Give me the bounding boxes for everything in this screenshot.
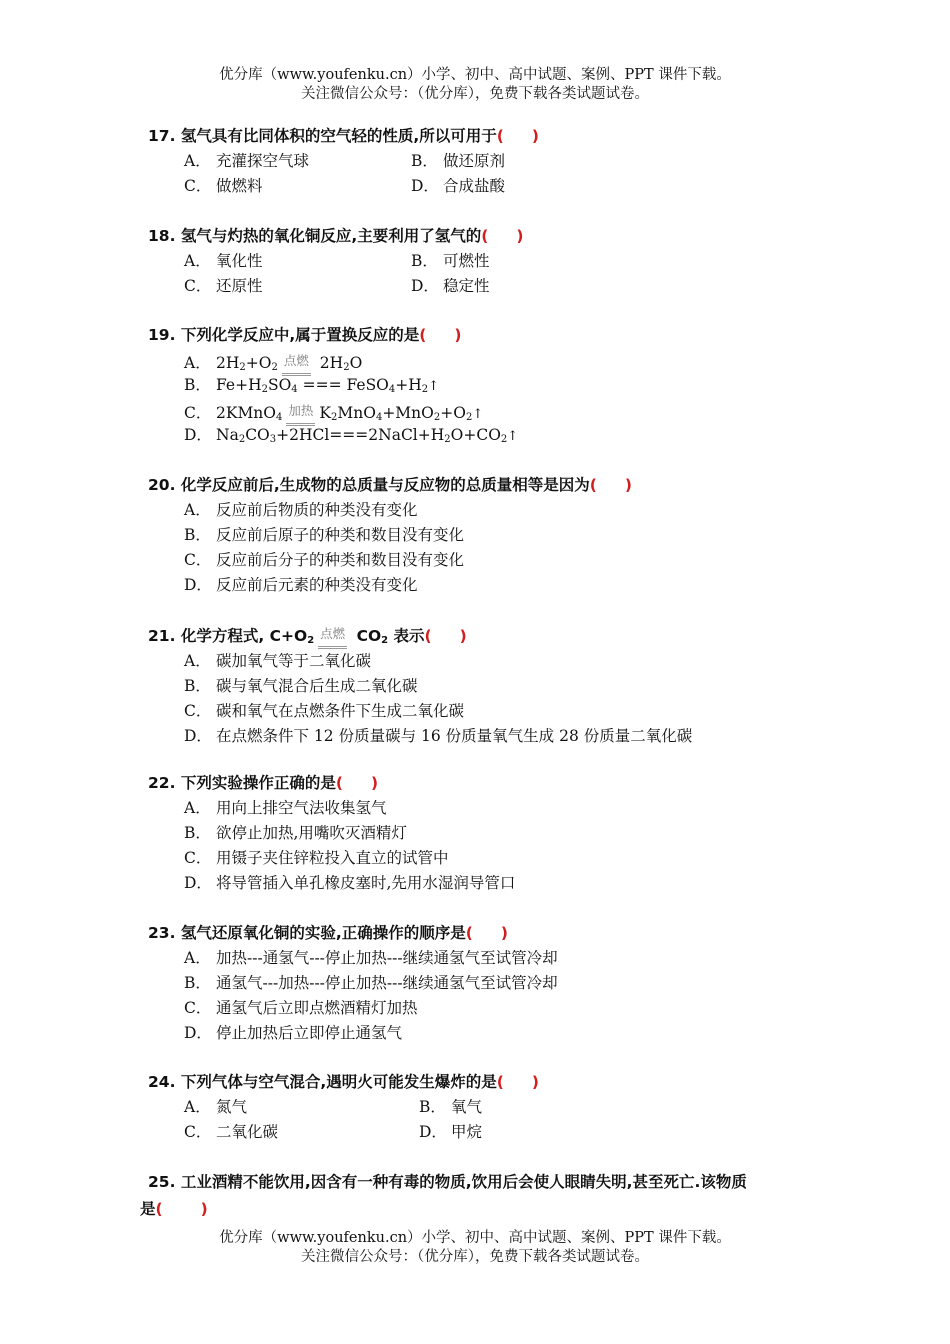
question-21 bbox=[148, 621, 828, 749]
answer-blank[interactable]: ( ) bbox=[335, 774, 379, 792]
option-b: B． 通氢气---加热---停止加热---继续通氢气至试管冷却 bbox=[184, 974, 558, 992]
option-d: D． 反应前后元素的种类没有变化 bbox=[184, 576, 418, 594]
question-stem: 20. 化学反应前后,生成物的总质量与反应物的总质量相等是因为( ) bbox=[148, 476, 632, 494]
page-footer bbox=[0, 1229, 950, 1267]
option-d: D． 稳定性 bbox=[411, 277, 490, 295]
option-a: A． 用向上排空气法收集氢气 bbox=[184, 799, 387, 817]
option-b: B． 氧气 bbox=[419, 1098, 483, 1116]
question-20 bbox=[148, 473, 828, 598]
question-stem: 23. 氢气还原氧化铜的实验,正确操作的顺序是( ) bbox=[148, 924, 508, 942]
option-b: B． 欲停止加热,用嘴吹灭酒精灯 bbox=[184, 824, 407, 842]
option-a: A． 反应前后物质的种类没有变化 bbox=[184, 501, 418, 519]
answer-blank[interactable]: ( ) bbox=[496, 127, 539, 145]
option-d: D． 合成盐酸 bbox=[411, 177, 506, 195]
answer-blank[interactable]: ( ) bbox=[496, 1073, 539, 1091]
option-d: D． 甲烷 bbox=[419, 1123, 483, 1141]
question-stem: 18. 氢气与灼热的氧化铜反应,主要利用了氢气的( ) bbox=[148, 227, 524, 245]
gas-arrow-icon: ↑ bbox=[428, 379, 440, 394]
option-b: B． 可燃性 bbox=[411, 252, 490, 270]
question-25 bbox=[140, 1169, 830, 1223]
footer-line-2: 关注微信公众号：（优分库），免费下载各类试题试卷。 bbox=[301, 1249, 649, 1265]
answer-blank[interactable]: ( ) bbox=[589, 476, 632, 494]
footer-line-1: 优分库（www.youfenku.cn）小学、初中、高中试题、案例、PPT 课件下载。 bbox=[219, 1230, 731, 1246]
option-c: C． 反应前后分子的种类和数目没有变化 bbox=[184, 551, 465, 569]
answer-blank[interactable]: ( ) bbox=[419, 326, 462, 344]
page-header bbox=[0, 66, 950, 104]
question-stem-continued: 是( ) bbox=[140, 1200, 208, 1218]
option-d: D． 在点燃条件下 12 份质量碳与 16 份质量氧气生成 28 份质量二氧化碳 bbox=[184, 727, 693, 745]
option-b: B． 碳与氧气混合后生成二氧化碳 bbox=[184, 677, 418, 695]
question-23 bbox=[148, 921, 828, 1046]
option-a: A． 充灌探空气球 bbox=[184, 152, 310, 170]
option-b: B． 做还原剂 bbox=[411, 152, 506, 170]
option-a: A． $2H_2+O_2$ 点燃 $2H_2O$ bbox=[148, 348, 828, 373]
question-stem: 19. 下列化学反应中,属于置换反应的是( ) bbox=[148, 326, 462, 344]
answer-blank[interactable]: ( ) bbox=[155, 1200, 208, 1218]
question-stem: 25. 工业酒精不能饮用,因含有一种有毒的物质,饮用后会使人眼睛失明,甚至死亡.该物质 bbox=[148, 1173, 747, 1191]
option-d: D． $Na_2CO_3+2HCl===2NaCl+H_2O+CO_2↑$ bbox=[184, 426, 519, 445]
question-stem: 21. 化学方程式, $C+O_2$ 点燃 $CO_2$ 表示( ) bbox=[148, 621, 828, 649]
gas-arrow-icon: ↑ bbox=[507, 429, 519, 444]
question-stem: 22. 下列实验操作正确的是( ) bbox=[148, 774, 379, 792]
header-line-1: 优分库（www.youfenku.cn）小学、初中、高中试题、案例、PPT 课件下载。 bbox=[219, 67, 731, 83]
gas-arrow-icon: ↑ bbox=[472, 407, 484, 422]
option-d: D． 将导管插入单孔橡皮塞时,先用水湿润导管口 bbox=[184, 874, 516, 892]
question-18 bbox=[148, 224, 828, 299]
reaction-condition: 点燃 bbox=[318, 621, 347, 646]
question-17 bbox=[148, 124, 828, 199]
option-a: A． 加热---通氢气---停止加热---继续通氢气至试管冷却 bbox=[184, 949, 558, 967]
option-c: C． 做燃料 bbox=[184, 177, 263, 195]
reaction-condition: 点燃 bbox=[282, 348, 311, 373]
option-d: D． 停止加热后立即停止通氢气 bbox=[184, 1024, 403, 1042]
header-line-2: 关注微信公众号：（优分库），免费下载各类试题试卷。 bbox=[301, 86, 649, 102]
answer-blank[interactable]: ( ) bbox=[481, 227, 524, 245]
question-22 bbox=[148, 771, 828, 896]
question-stem: 24. 下列气体与空气混合,遇明火可能发生爆炸的是( ) bbox=[148, 1073, 539, 1091]
option-c: C． 用镊子夹住锌粒投入直立的试管中 bbox=[184, 849, 449, 867]
option-a: A． 氧化性 bbox=[184, 252, 263, 270]
option-a: A． 碳加氧气等于二氧化碳 bbox=[184, 652, 372, 670]
option-c: C． 通氢气后立即点燃酒精灯加热 bbox=[184, 999, 418, 1017]
question-19 bbox=[148, 323, 828, 448]
option-b: B． $Fe+H_2SO_4$ === $FeSO_4+H_2↑$ bbox=[184, 376, 440, 395]
question-24 bbox=[148, 1070, 828, 1145]
reaction-condition: 加热 bbox=[286, 398, 315, 423]
option-c: C． 二氧化碳 bbox=[184, 1123, 279, 1141]
answer-blank[interactable]: ( ) bbox=[465, 924, 508, 942]
option-c: C． 还原性 bbox=[184, 277, 263, 295]
option-b: B． 反应前后原子的种类和数目没有变化 bbox=[184, 526, 465, 544]
option-c: C． 碳和氧气在点燃条件下生成二氧化碳 bbox=[184, 702, 465, 720]
question-stem: 17. 氢气具有比同体积的空气轻的性质,所以可用于( ) bbox=[148, 127, 539, 145]
answer-blank[interactable]: ( ) bbox=[424, 627, 467, 645]
option-a: A． 氮气 bbox=[184, 1098, 248, 1116]
option-c: C． 2KMnO$_4$ 加热 $K_2MnO_4+MnO_2+O_2↑$ bbox=[148, 398, 828, 423]
